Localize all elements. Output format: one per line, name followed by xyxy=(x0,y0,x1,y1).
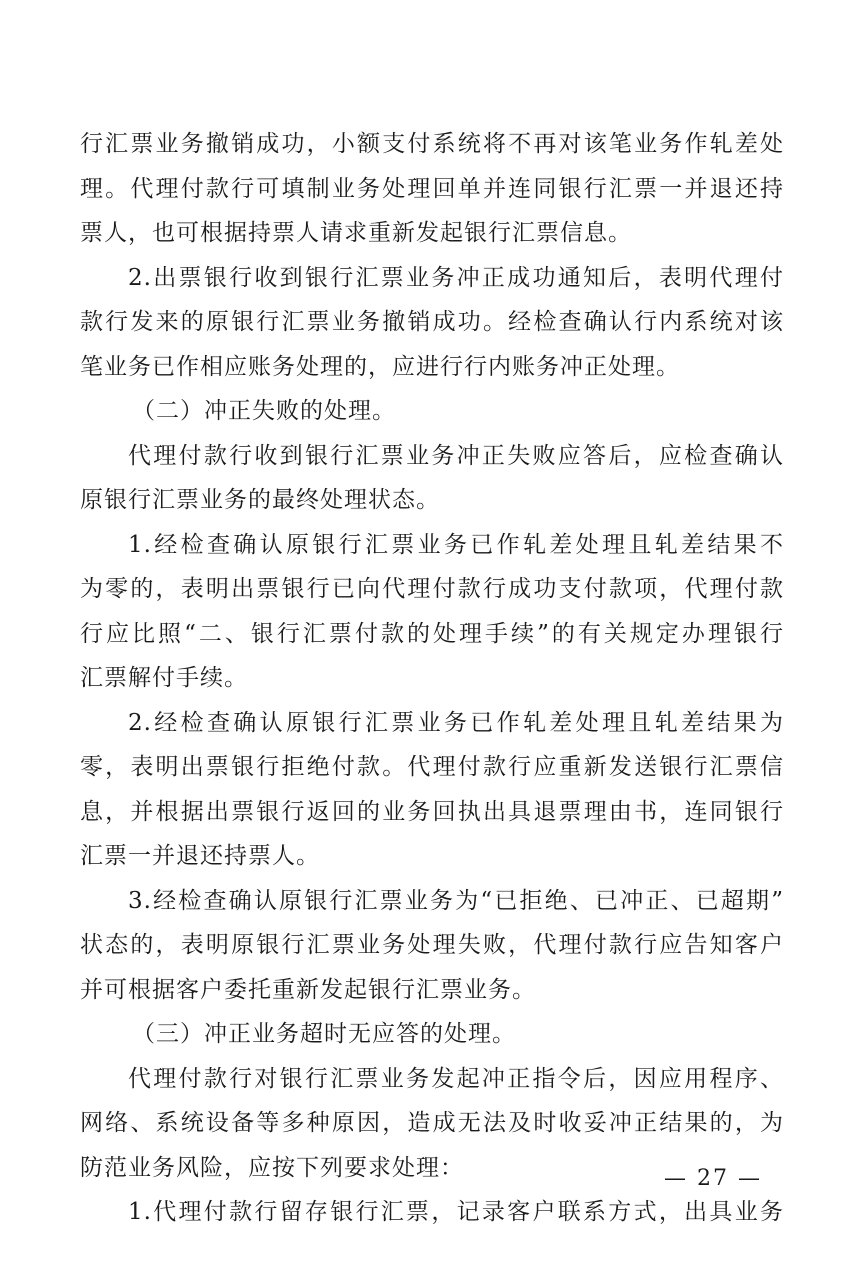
text-line: 2.出票银行收到银行汇票业务冲正成功通知后，表明代理付 xyxy=(128,264,784,291)
text-line: 笔业务已作相应账务处理的，应进行行内账务冲正处理。 xyxy=(80,353,680,380)
text-line: 防范业务风险，应按下列要求处理： xyxy=(80,1154,464,1181)
section-heading: （三）冲正业务超时无应答的处理。 xyxy=(132,1021,516,1047)
text-line: 零，表明出票银行拒绝付款。代理付款行应重新发送银行汇票信 xyxy=(80,754,784,780)
text-line: 行汇票业务撤销成功，小额支付系统将不再对该笔业务作轧差处 xyxy=(80,131,784,157)
text-line: 款行发来的原银行汇票业务撤销成功。经检查确认行内系统对该 xyxy=(80,309,784,335)
text-line: 行应比照“二、银行汇票付款的处理手续”的有关规定办理银行 xyxy=(80,620,784,647)
text-line: 状态的，表明原银行汇票业务处理失败，代理付款行应告知客户 xyxy=(80,932,784,958)
text-line: 理。代理付款行可填制业务处理回单并连同银行汇票一并退还持 xyxy=(80,175,784,202)
page-number: — 27 — xyxy=(664,1166,762,1191)
text-line: 1.经检查确认原银行汇票业务已作轧差处理且轧差结果不 xyxy=(128,531,784,558)
text-line: 并可根据客户委托重新发起银行汇票业务。 xyxy=(80,976,536,1003)
text-line: 代理付款行对银行汇票业务发起冲正指令后，因应用程序、 xyxy=(128,1065,784,1092)
text-line: 汇票解付手续。 xyxy=(80,665,248,691)
text-line: 网络、系统设备等多种原因，造成无法及时收妥冲正结果的，为 xyxy=(80,1110,784,1136)
text-line: 汇票一并退还持票人。 xyxy=(80,843,320,869)
text-line: 息，并根据出票银行返回的业务回执出具退票理由书，连同银行 xyxy=(80,798,784,825)
text-line: 3.经检查确认原银行汇票业务为“已拒绝、已冲正、已超期” xyxy=(128,887,784,914)
text-line: 1.代理付款行留存银行汇票，记录客户联系方式，出具业务 xyxy=(128,1199,784,1225)
text-line: 2.经检查确认原银行汇票业务已作轧差处理且轧差结果为 xyxy=(128,709,784,736)
body-text xyxy=(80,122,784,1235)
text-line: 票人，也可根据持票人请求重新发起银行汇票信息。 xyxy=(80,220,632,246)
section-heading: （二）冲正失败的处理。 xyxy=(132,398,396,424)
text-line: 原银行汇票业务的最终处理状态。 xyxy=(80,487,440,513)
text-line: 代理付款行收到银行汇票业务冲正失败应答后，应检查确认 xyxy=(128,442,784,469)
text-line: 为零的，表明出票银行已向代理付款行成功支付款项，代理付款 xyxy=(80,576,784,602)
